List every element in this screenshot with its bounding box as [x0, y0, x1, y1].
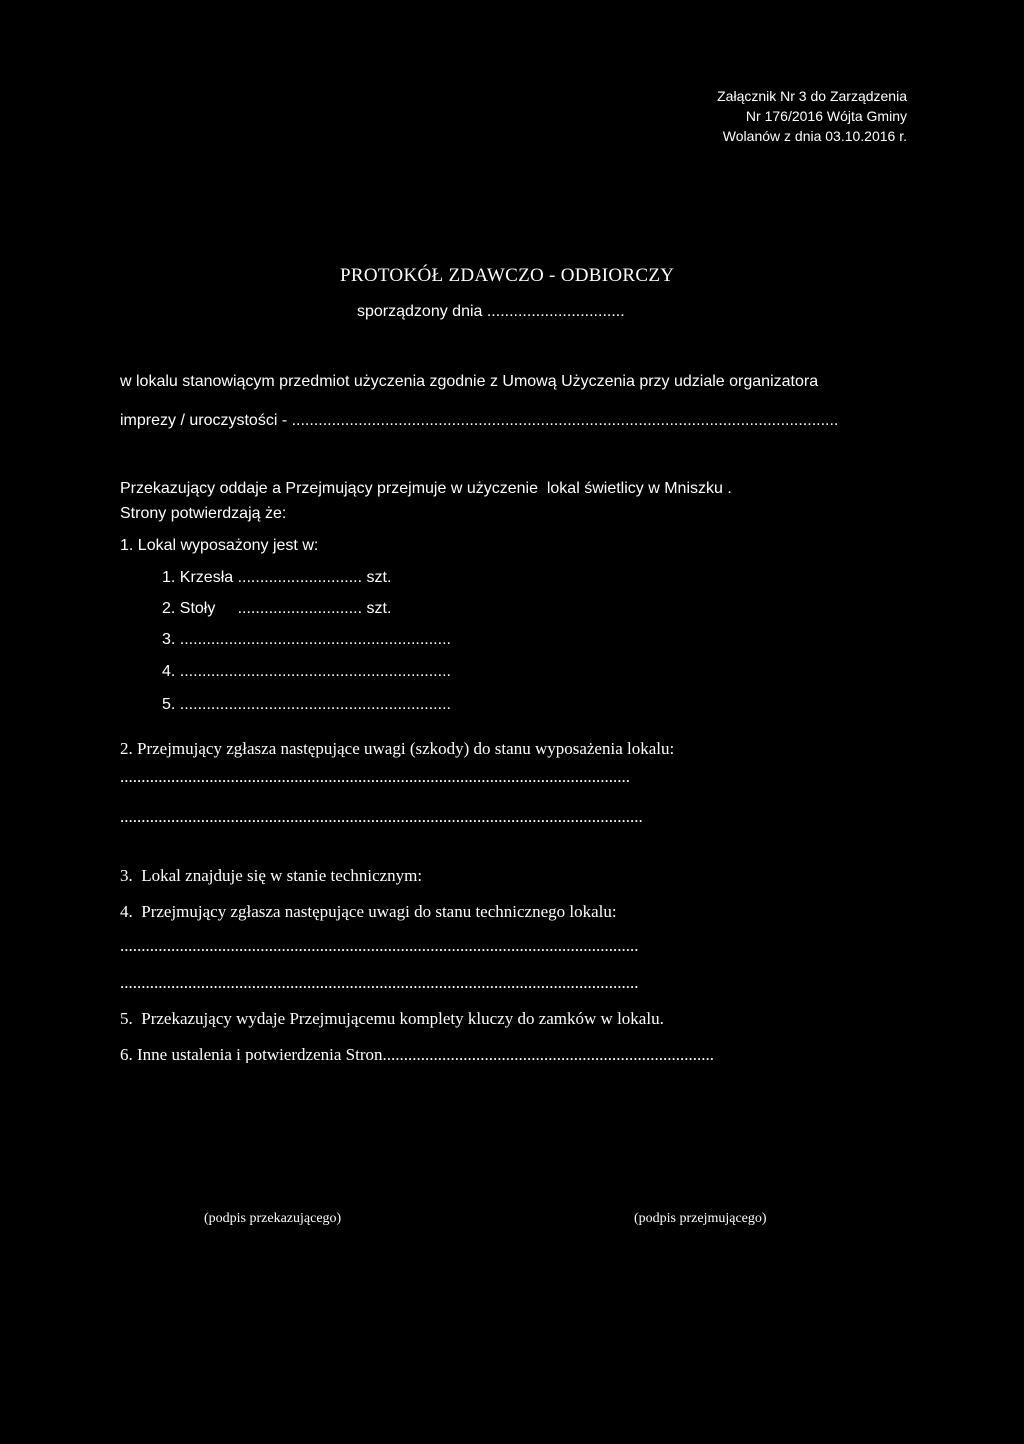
- equipment-item-3: 3. .............................................................: [162, 631, 451, 648]
- equipment-item-tables: 2. Stoły ............................ szt.: [162, 600, 392, 617]
- section-4-dotted-line-1: ..........................................................................................................................: [120, 937, 639, 954]
- section-6-heading: 6. Inne ustalenia i potwierdzenia Stron..............................................................................: [120, 1046, 714, 1063]
- signature-label-recipient: (podpis przejmującego): [634, 1211, 767, 1226]
- equipment-item-4: 4. .............................................................: [162, 663, 451, 680]
- section-1-heading: 1. Lokal wyposażony jest w:: [120, 537, 319, 554]
- intro-line-2: imprezy / uroczystości - ...........................................................................................................................: [120, 412, 839, 429]
- equipment-item-5: 5. .............................................................: [162, 696, 451, 713]
- document-title: PROTOKÓŁ ZDAWCZO - ODBIORCZY: [340, 265, 675, 286]
- section-2-heading: 2. Przejmujący zgłasza następujące uwagi (szkody) do stanu wyposażenia lokalu:: [120, 739, 675, 758]
- section-3-heading: 3. Lokal znajduje się w stanie technicznym:: [120, 866, 423, 885]
- document-subtitle: sporządzony dnia ...............................: [357, 303, 625, 320]
- section-2-dotted-line-1: ........................................................................................................................: [120, 768, 630, 785]
- section-4-heading: 4. Przejmujący zgłasza następujące uwagi do stanu technicznego lokalu:: [120, 902, 617, 921]
- section-5-heading: 5. Przekazujący wydaje Przejmującemu komplety kluczy do zamków w lokalu.: [120, 1009, 664, 1028]
- appendix-line-3: Wolanów z dnia 03.10.2016 r.: [722, 128, 907, 144]
- section-2-dotted-line-2: ...........................................................................................................................: [120, 808, 643, 825]
- appendix-line-2: Nr 176/2016 Wójta Gminy: [745, 108, 907, 124]
- intro-line-1: w lokalu stanowiącym przedmiot użyczenia zgodnie z Umową Użyczenia przy udziale organizatora: [120, 373, 819, 390]
- handover-line-1: Przekazujący oddaje a Przejmujący przejmuje w użyczenie lokal świetlicy w Mniszku .: [120, 480, 732, 497]
- equipment-item-chairs: 1. Krzesła ............................ szt.: [162, 569, 392, 586]
- appendix-line-1: Załącznik Nr 3 do Zarządzenia: [717, 88, 907, 104]
- signature-label-transferor: (podpis przekazującego): [204, 1211, 342, 1226]
- section-4-dotted-line-2: ..........................................................................................................................: [120, 974, 639, 991]
- handover-line-2: Strony potwierdzają że:: [120, 505, 287, 522]
